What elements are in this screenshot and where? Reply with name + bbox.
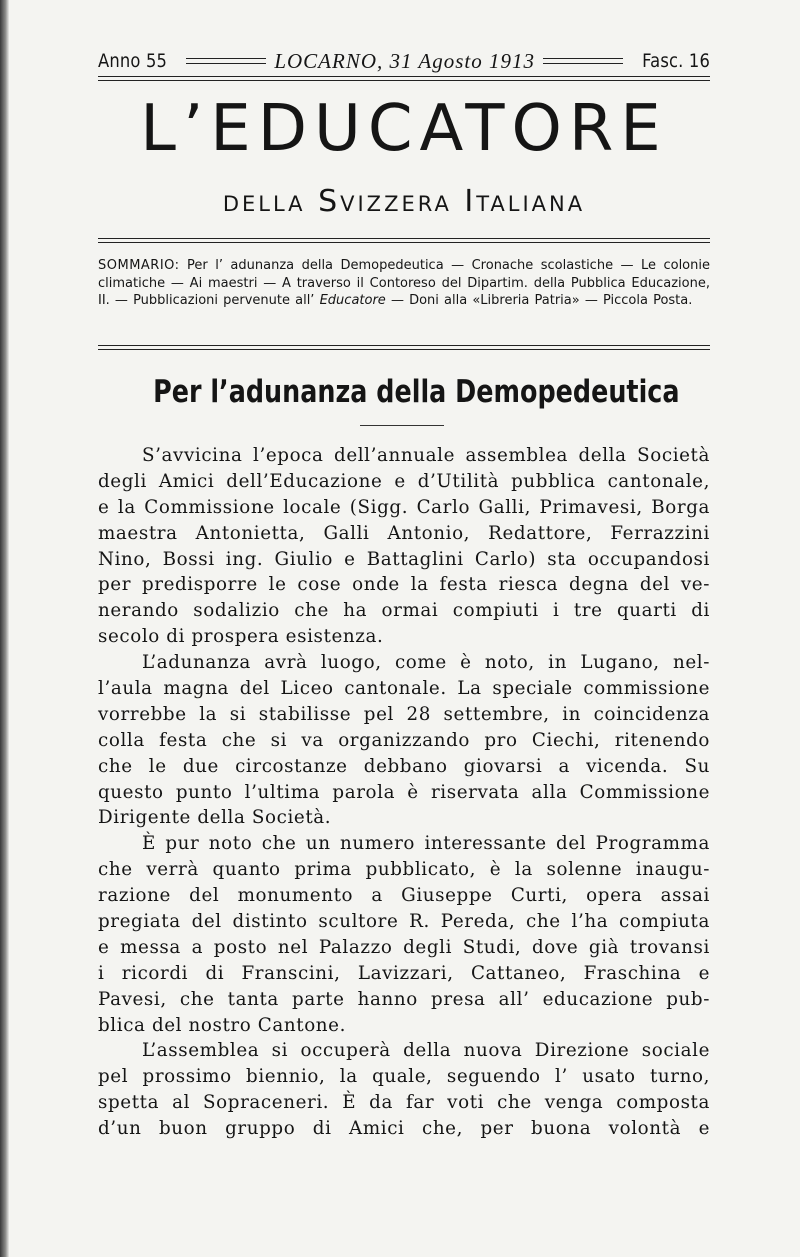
article-line: pregiata del distinto scultore R. Pereda, che l’ha compiuta <box>98 911 710 933</box>
article-line: e messa a posto nel Palazzo degli Studi, dove già trovansi <box>98 936 710 958</box>
contents-divider <box>98 345 710 350</box>
article-line: l’aula magna del Liceo cantonale. La speciale commissione <box>98 678 710 700</box>
article-line: nerando sodalizio che ha ormai compiuti i tre quarti di <box>98 600 710 622</box>
article-line: maestra Antonietta, Galli Antonio, Redattore, Ferrazzini <box>98 522 710 544</box>
article-line: S’avvicina l’epoca dell’annuale assemblea della Società <box>142 445 710 466</box>
contents-italic-title: Educatore <box>319 293 386 309</box>
article-line: i ricordi di Franscini, Lavizzari, Cattaneo, Fraschina e <box>98 962 710 984</box>
contents-text: Per l’ adunanza della Demopedeutica — Cronache scolastiche — Le colonie climatiche — Ai maestri — A traverso il Contoreso del Dipartim. della Pubblica Educazione, II. — Pubblicazioni pervenute all’ <box>98 258 710 309</box>
contents-text-end: — Doni alla «Libreria Patria» — Piccola Posta. <box>390 293 693 309</box>
article-line: colla festa che si va organizzando pro Ciechi, ritenendo <box>98 729 710 751</box>
article-line: che verrà quanto prima pubblicato, è la solenne inaugu- <box>98 859 710 881</box>
article-line: d’un buon gruppo di Amici che, per buona volontà e <box>98 1118 710 1140</box>
header-rule-right <box>543 58 623 64</box>
issue-number: Fasc. 16 <box>642 50 710 72</box>
volume-number: Anno 55 <box>98 50 168 72</box>
masthead-subtitle: della Svizzera Italiana <box>222 184 586 219</box>
article-line: questo punto l’ultima parola è riservata alla Commissione <box>98 781 710 803</box>
article-line: pel prossimo biennio, la quale, seguendo l’ usato turno, <box>98 1066 710 1088</box>
issue-header <box>98 46 710 76</box>
contents-label: SOMMARIO: <box>98 258 180 273</box>
article-line: blica del nostro Cantone. <box>98 1014 347 1036</box>
article-line: per predisporre le cose onde la festa riesca degna del ve- <box>98 574 710 596</box>
article-line: Pavesi, che tanta parte hanno presa all’ educazione pub- <box>98 988 710 1010</box>
article-line: secolo di prospera esistenza. <box>98 626 384 648</box>
article-line: e la Commissione locale (Sigg. Carlo Galli, Primavesi, Borga <box>98 496 710 518</box>
article-line: Dirigente della Società. <box>98 807 332 829</box>
header-rule-left <box>186 58 266 64</box>
article-line: spetta al Sopraceneri. È da far voti che venga composta <box>98 1092 710 1114</box>
article-line: Nino, Bossi ing. Giulio e Battaglini Carlo) sta occupandosi <box>98 548 710 570</box>
article-line: razione del monumento a Giuseppe Curti, opera assai <box>98 885 710 907</box>
article-title: Per l’adunanza della Demopedeutica <box>153 374 680 410</box>
table-of-contents <box>98 257 710 310</box>
article-line: vorrebbe la si stabilisse pel 28 settembre, in coincidenza <box>98 703 710 725</box>
header-divider <box>98 76 710 81</box>
article-line: degli Amici dell’Educazione e d’Utilità pubblica cantonale, <box>98 470 710 492</box>
article-line: L’adunanza avrà luogo, come è noto, in Lugano, nel- <box>142 652 710 674</box>
title-underline <box>360 425 444 426</box>
place-and-date: LOCARNO, 31 Agosto 1913 <box>274 48 535 73</box>
article-line: L’assemblea si occuperà della nuova Direzione sociale <box>142 1040 710 1062</box>
page-binding-edge <box>0 0 9 1257</box>
article-body <box>98 443 710 1142</box>
article-line: che le due circostanze debbano giovarsi a vicenda. Su <box>98 755 710 777</box>
article-line: È pur noto che un numero interessante del Programma <box>142 833 710 855</box>
masthead-title: L’EDUCATORE <box>140 92 668 166</box>
masthead-divider <box>98 238 710 243</box>
